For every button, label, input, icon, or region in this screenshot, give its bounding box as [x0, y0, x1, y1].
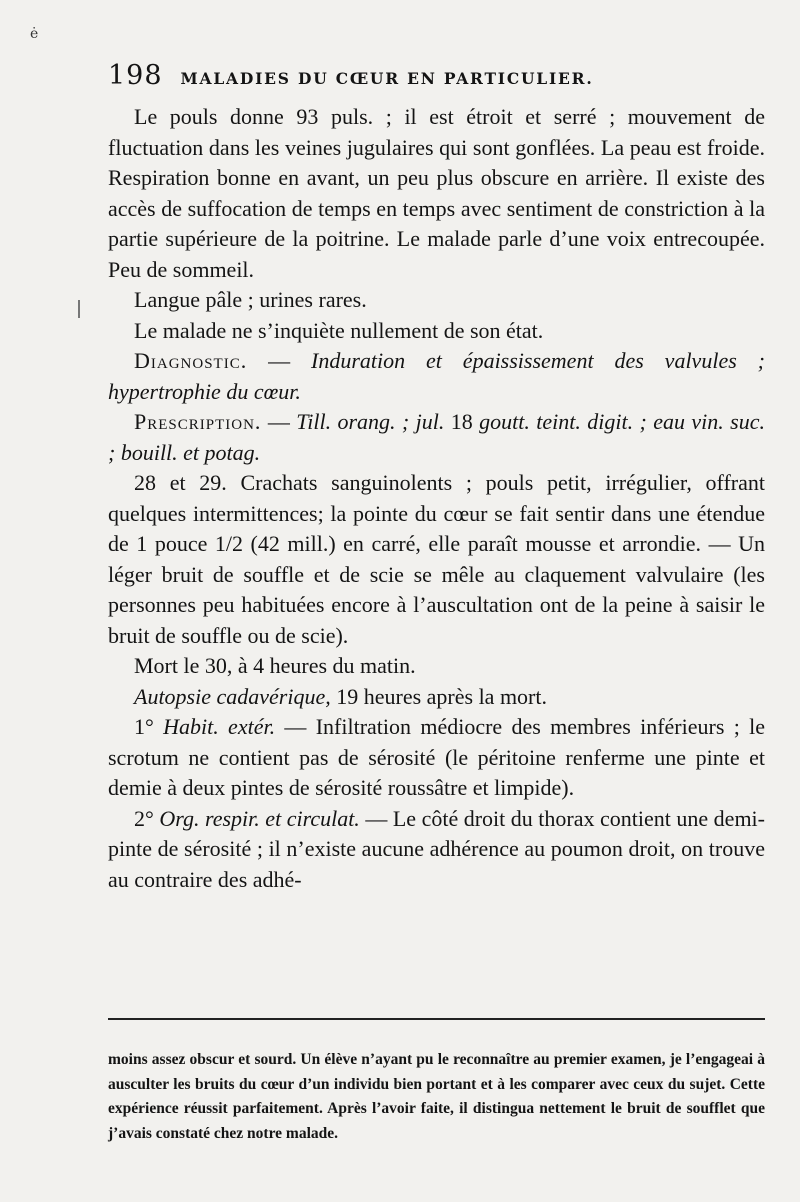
diagnostic-text: Induration et épaississement des valvules ; hypertrophie du cœur. — [108, 348, 765, 404]
footnote-divider — [108, 1018, 765, 1020]
paragraph-state: Le malade ne s’inquiète nullement de son état. — [134, 317, 544, 343]
paragraph-tongue: Langue pâle ; urines rares. — [134, 287, 367, 312]
page-header — [108, 60, 773, 91]
paragraph-autopsy: Autopsie cadavérique, 19 heures après la mort. — [134, 683, 547, 709]
paragraph-exterior: 1° Habit. extér. — Infiltration médiocre des membres inférieurs ; le scrotum ne contient pas de sérosité (le péritoine renferme une pinte et demie à deux pintes de sérosité roussâtre et limpide). — [108, 714, 765, 800]
footnote-text: moins assez obscur et sourd. Un élève n’ayant pu le reconnaître au premier examen, je l’engageai à ausculter les bruits du cœur d’un individu bien portant et à les comparer avec ceux du sujet. Cette expérience réussit parfaitement. Après l’avoir faite, il distingua nettement le bruit de soufflet que j’avais constaté chez notre malade. — [108, 1051, 765, 1142]
paragraph-respiratory: 2° Org. respir. et circulat. — Le côté droit du thorax contient une demi-pinte de sérosité ; il n’existe aucune adhérence au poumon droit, on trouve au contraire des adhé- — [108, 805, 765, 892]
paragraph-days-28-29: 28 et 29. Crachats sanguinolents ; pouls petit, irrégulier, offrant quelques intermittences; la pointe du cœur se fait sentir dans une étendue de 1 pouce 1/2 (42 mill.) en carré, elle paraît mousse et arrondie. — Un léger bruit de souffle et de scie se mêle au claquement valvulaire (les personnes peu habituées encore à l’auscultation ont de la peine à saisir le bruit de souffle ou de scie). — [108, 470, 765, 648]
paragraph-diagnostic: Diagnostic. — Induration et épaississement des valvules ; hypertrophie du cœur. — [108, 348, 765, 404]
paragraph-prescription: Prescription. — Till. orang. ; jul. 18 goutt. teint. digit. ; eau vin. suc. ; bouill. et potag. — [108, 409, 765, 465]
corner-mark: ė — [30, 26, 39, 42]
paragraph-death: Mort le 30, à 4 heures du matin. — [134, 653, 416, 678]
page-number: 198 — [108, 60, 163, 91]
prescription-label: Prescription. — [134, 409, 262, 434]
running-title: MALADIES DU CŒUR EN PARTICULIER. — [180, 69, 594, 88]
main-text — [108, 102, 765, 895]
paragraph-pulse: Le pouls donne 93 puls. ; il est étroit et serré ; mouvement de fluctuation dans les veines jugulaires qui sont gonflées. La peau est froide. Respiration bonne en avant, un peu plus obscure en arrière. Il existe des accès de suffocation de temps en temps avec sentiment de constriction à la partie supérieure de la poitrine. Le malade parle d’une voix entrecoupée. Peu de sommeil. — [108, 104, 765, 282]
margin-mark — [78, 300, 80, 318]
diagnostic-label: Diagnostic. — [134, 348, 248, 373]
footnote — [108, 1048, 765, 1146]
